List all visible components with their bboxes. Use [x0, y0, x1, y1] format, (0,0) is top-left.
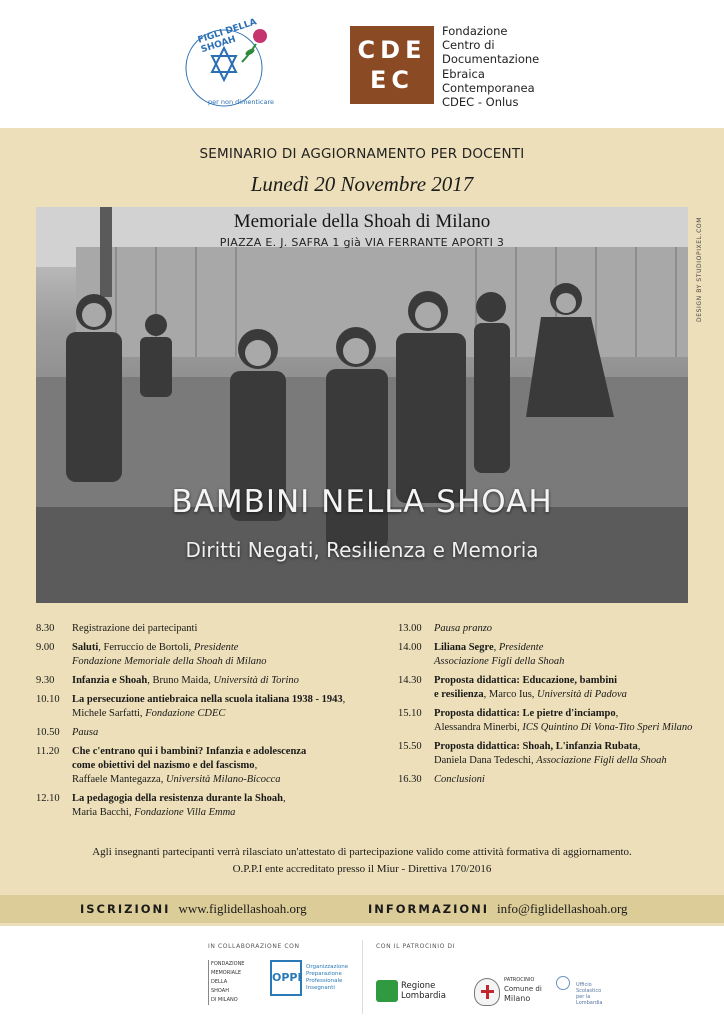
- programme-description: [434, 773, 708, 787]
- programme-line: [72, 792, 376, 806]
- programme-line-italic: Associazione Figli della Shoah: [536, 755, 667, 767]
- programme-item: [398, 674, 708, 703]
- programme-line-bold: Proposta didattica: Shoah, L'infanzia Rubata: [434, 741, 638, 753]
- comune-line: PATROCINIO: [504, 977, 535, 983]
- programme-description: [434, 707, 708, 736]
- venue-name: Memoriale della Shoah di Milano: [233, 211, 491, 232]
- programme-item: [36, 641, 376, 670]
- programme-line-text: ,: [637, 741, 641, 753]
- programme-line: [434, 773, 708, 787]
- ufficio-scolastico-name: [576, 982, 602, 1006]
- programme-line: [72, 707, 376, 721]
- cdec-logo-line-1: CDE: [357, 36, 427, 64]
- programme-item: [398, 641, 708, 670]
- programme-line: [72, 726, 376, 740]
- comune-line: Milano: [504, 994, 531, 1003]
- oppi-name: [306, 964, 348, 992]
- registrations-link[interactable]: www.figlidellashoah.org: [178, 901, 307, 916]
- programme-line-text: Registrazione dei partecipanti: [72, 623, 198, 634]
- footer-divider: [362, 940, 363, 1014]
- programme-line: [72, 641, 376, 655]
- programme-description: [72, 726, 376, 740]
- information-email[interactable]: info@figlidellashoah.org: [497, 901, 628, 916]
- programme-line: [72, 759, 376, 773]
- programme-item: [398, 707, 708, 736]
- oppi-line: Organizzazione: [306, 964, 349, 970]
- programme-description: [72, 622, 376, 636]
- registrations-label: ISCRIZIONI: [80, 902, 171, 916]
- programme-line: [72, 773, 376, 787]
- programme-line-text: Daniela Dana Tedeschi,: [434, 755, 537, 767]
- programme-time: 14.30: [398, 674, 422, 686]
- programme-item: [398, 740, 708, 769]
- programme-line-text: ,: [254, 759, 258, 771]
- programme-line: [434, 740, 708, 754]
- programme-line-bold: La persecuzione antiebraica nella scuola italiana 1938 - 1943: [72, 693, 343, 705]
- programme-line-italic: Pausa: [72, 726, 99, 738]
- programme-line: [434, 622, 708, 636]
- certificate-note: Agli insegnanti partecipanti verrà rilasciato un'attestato di partecipazione valido come attività formativa di aggiornamento.: [92, 846, 632, 858]
- programme-line-italic: Presidente: [193, 641, 239, 653]
- seminar-subtitle: Diritti Negati, Resilienza e Memoria: [185, 538, 539, 562]
- programme-line-italic: Università Milano-Bicocca: [165, 774, 281, 786]
- programme-time: 15.10: [398, 707, 422, 719]
- programme-line: [434, 688, 708, 702]
- design-credit: DESIGN BY STUDIOPIXEL.COM: [696, 217, 703, 322]
- venue-address: PIAZZA E. J. SAFRA 1 già VIA FERRANTE APORTI 3: [219, 236, 505, 249]
- programme-item: [36, 693, 376, 722]
- programme-line-bold: Che c'entrano qui i bambini? Infanzia e adolescenza: [72, 745, 307, 757]
- programme-line-text: Maria Bacchi,: [72, 807, 135, 819]
- programme-line-italic: ICS Quintino Di Vona-Tito Speri Milano: [522, 722, 693, 734]
- cdec-line: CDEC - Onlus: [442, 95, 519, 110]
- programme-line: [72, 745, 376, 759]
- programme-time: 9.00: [36, 641, 55, 653]
- programme-description: [72, 792, 376, 821]
- memoriale-logo-line: DI MILANO: [211, 997, 238, 1003]
- programme-line-bold: come obiettivi del nazismo e del fascismo: [72, 759, 255, 771]
- programme-time: 14.00: [398, 641, 422, 653]
- programme-line-bold: Liliana Segre: [434, 641, 494, 653]
- collaboration-label: IN COLLABORAZIONE CON: [208, 943, 300, 950]
- programme-morning: [36, 622, 376, 825]
- programme-time: 9.30: [36, 674, 55, 686]
- programme-line: [434, 754, 708, 768]
- programme-line: [434, 707, 708, 721]
- programme-description: [434, 740, 708, 769]
- comune-milano-crest-icon: [474, 978, 500, 1006]
- programme-item: [36, 726, 376, 740]
- ufficio-line: Ufficio: [576, 982, 592, 988]
- information-label: INFORMAZIONI: [368, 902, 490, 916]
- programme-afternoon: [398, 622, 708, 792]
- ufficio-scolastico-icon: [556, 976, 570, 990]
- figli-logo-motto: per non dimenticare: [208, 98, 274, 106]
- programme-time: 8.30: [36, 623, 55, 634]
- programme-line-text: ,: [615, 707, 619, 719]
- header: [0, 0, 724, 128]
- seminar-label: SEMINARIO DI AGGIORNAMENTO PER DOCENTI: [199, 146, 525, 162]
- oppi-line: Insegnanti: [306, 985, 335, 991]
- programme-line-bold: Proposta didattica: Educazione, bambini: [434, 674, 617, 686]
- programme-line: [434, 641, 708, 655]
- cdec-logo: [350, 26, 434, 104]
- programme-description: [434, 641, 708, 670]
- programme-item: [36, 745, 376, 788]
- programme-item: [36, 792, 376, 821]
- event-date: Lunedì 20 Novembre 2017: [250, 172, 474, 196]
- programme-line-text: ,: [493, 641, 499, 653]
- programme-line-text: , Bruno Maida,: [147, 674, 214, 686]
- information: [368, 901, 628, 917]
- comune-line: Comune di: [504, 985, 542, 993]
- programme-time: 12.10: [36, 792, 60, 804]
- programme-line: [72, 806, 376, 820]
- memoriale-logo: [208, 960, 245, 1005]
- cdec-line: Ebraica: [442, 66, 485, 81]
- programme-item: [398, 622, 708, 636]
- programme-line: [72, 622, 376, 636]
- cdec-logo-line-2: EC: [369, 66, 414, 94]
- programme-time: 13.00: [398, 623, 422, 634]
- regione-line: Regione: [401, 981, 436, 991]
- ufficio-line: per la: [576, 994, 591, 1000]
- cdec-line: Centro di: [442, 38, 495, 53]
- programme-line-text: Raffaele Mantegazza,: [72, 774, 166, 786]
- comune-milano-name: [504, 976, 542, 1003]
- programme-description: [72, 641, 376, 670]
- programme-line-text: Alessandra Minerbi,: [434, 722, 523, 734]
- programme-line-italic: Fondazione Memoriale della Shoah di Milano: [72, 656, 267, 668]
- oppi-logo: OPPI: [270, 960, 302, 996]
- programme-time: 11.20: [36, 745, 60, 757]
- ufficio-line: Scolastico: [576, 988, 602, 994]
- programme-line: [434, 674, 708, 688]
- memoriale-logo-line: FONDAZIONE: [211, 961, 245, 967]
- programme-line-italic: Presidente: [498, 641, 544, 653]
- programme-line-text: , Marco Ius,: [483, 689, 538, 701]
- programme-line-italic: Conclusioni: [434, 774, 485, 786]
- memoriale-logo-line: MEMORIALE: [211, 970, 242, 976]
- regione-lombardia-icon: [376, 980, 398, 1002]
- programme-line-italic: Fondazione Villa Emma: [134, 807, 236, 819]
- programme-time: 10.10: [36, 693, 60, 705]
- programme-line-text: Michele Sarfatti,: [72, 707, 146, 719]
- programme-time: 10.50: [36, 726, 60, 738]
- oppi-line: Professionale: [306, 978, 343, 984]
- oppi-line: Preparazione: [306, 971, 342, 977]
- programme-item: [36, 674, 376, 688]
- memoriale-logo-line: DELLA SHOAH: [211, 979, 229, 994]
- programme-line-text: ,: [283, 792, 286, 804]
- programme-line: [434, 655, 708, 669]
- figli-logo-text: FIGLI DELLA SHOAH: [196, 17, 259, 56]
- programme-description: [72, 745, 376, 788]
- regione-lombardia-name: [401, 982, 446, 1001]
- programme-line: [72, 655, 376, 669]
- ufficio-line: Lombardia: [576, 1000, 603, 1006]
- programme-description: [434, 622, 708, 636]
- programme-line-bold: Saluti: [72, 641, 99, 653]
- programme-line-bold: La pedagogia della resistenza durante la Shoah: [72, 792, 283, 804]
- cdec-line: Fondazione: [442, 24, 508, 38]
- programme-item: [36, 622, 376, 636]
- programme-line-bold: Proposta didattica: Le pietre d'inciampo: [434, 707, 616, 719]
- figli-della-shoah-logo: [178, 17, 274, 112]
- cdec-line: Documentazione: [442, 52, 540, 67]
- programme-item: [398, 773, 708, 787]
- patronage-label: CON IL PATROCINIO DI: [376, 943, 455, 950]
- regione-line: Lombardia: [401, 990, 446, 1001]
- seminar-title: BAMBINI NELLA SHOAH: [171, 484, 553, 520]
- programme-time: 16.30: [398, 774, 422, 786]
- programme-time: 15.50: [398, 741, 422, 753]
- programme-line: [72, 693, 376, 707]
- programme-line: [434, 721, 708, 735]
- programme-description: [72, 674, 376, 688]
- cdec-line: Contemporanea: [442, 80, 535, 95]
- cdec-name: [442, 24, 582, 109]
- programme-line-bold: Infanzia e Shoah: [72, 674, 148, 686]
- programme-line-italic: Associazione Figli della Shoah: [434, 656, 565, 668]
- programme-line-italic: Università di Padova: [537, 689, 627, 701]
- registrations: [80, 901, 307, 917]
- accreditation-note: O.P.P.I ente accreditato presso il Miur - Direttiva 170/2016: [232, 863, 492, 875]
- programme-line-italic: Università di Torino: [213, 674, 299, 686]
- programme-description: [72, 693, 376, 722]
- programme-line-text: ,: [342, 693, 346, 705]
- programme-line-italic: Pausa pranzo: [434, 623, 493, 634]
- programme-description: [434, 674, 708, 703]
- programme-line-text: , Ferruccio de Bortoli,: [98, 641, 194, 653]
- programme-line: [72, 674, 376, 688]
- programme-line-italic: Fondazione CDEC: [145, 707, 226, 719]
- programme-line-bold: e resilienza: [434, 689, 484, 701]
